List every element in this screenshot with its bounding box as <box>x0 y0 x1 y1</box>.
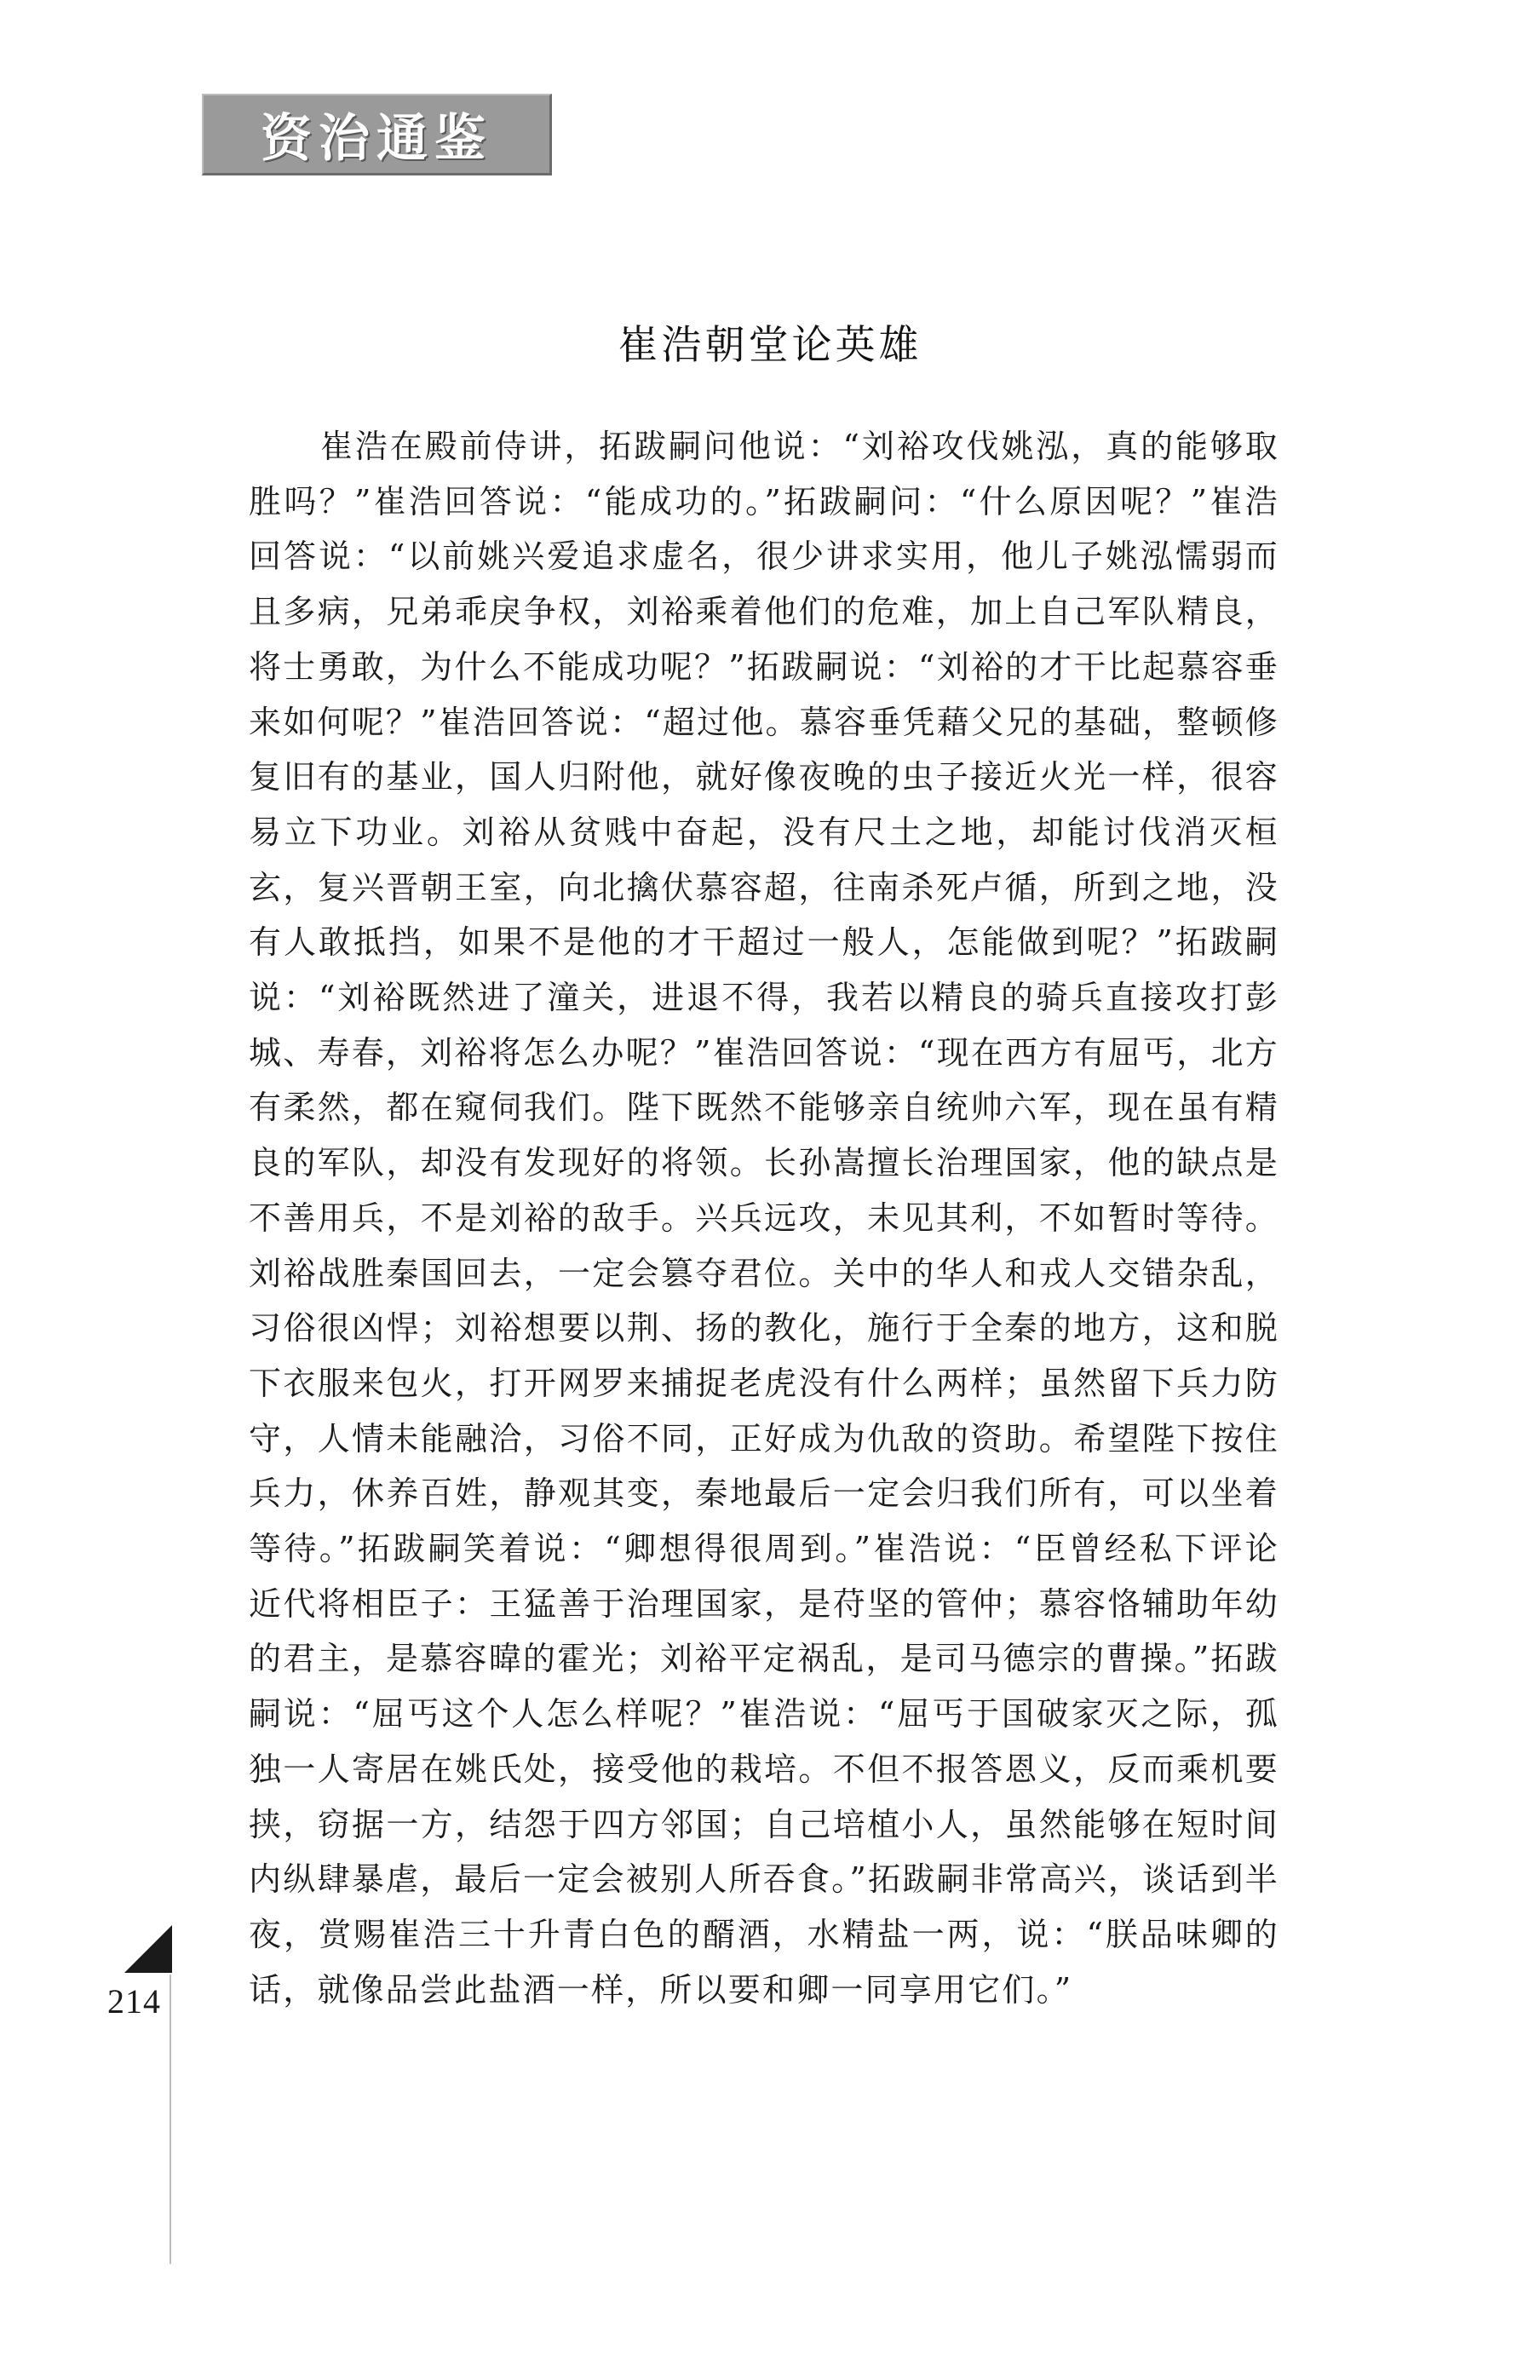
page-corner-triangle-icon <box>124 1925 172 1973</box>
book-title: 资治通鉴 <box>261 108 492 169</box>
article-title: 崔浩朝堂论英雄 <box>618 322 922 369</box>
margin-rule <box>170 1975 171 2264</box>
book-title-badge <box>202 94 552 175</box>
page-number: 214 <box>107 1982 161 2021</box>
article-body: 崔浩在殿前侍讲，拓跋嗣问他说：“刘裕攻伐姚泓，真的能够取胜吗？”崔浩回答说：“能成功的。”拓跋嗣问：“什么原因呢？”崔浩回答说：“以前姚兴爱追求虚名，很少讲求实用，他儿子姚泓懦弱而且多病，兄弟乖戾争权，刘裕乘着他们的危难，加上自己军队精良，将士勇敢，为什么不能成功呢？”拓跋嗣说：“刘裕的才干比起慕容垂来如何呢？”崔浩回答说：“超过他。慕容垂凭藉父兄的基础，整顿修复旧有的基业，国人归附他，就好像夜晚的虫子接近火光一样，很容易立下功业。刘裕从贫贱中奋起，没有尺土之地，却能讨伐消灭桓玄，复兴晋朝王室，向北擒伏慕容超，往南杀死卢循，所到之地，没有人敢抵挡，如果不是他的才干超过一般人，怎能做到呢？”拓跋嗣说：“刘裕既然进了潼关，进退不得，我若以精良的骑兵直接攻打彭城、寿春，刘裕将怎么办呢？”崔浩回答说：“现在西方有屈丐，北方有柔然，都在窥伺我们。陛下既然不能够亲自统帅六军，现在虽有精良的军队，却没有发现好的将领。长孙嵩擅长治理国家，他的缺点是不善用兵，不是刘裕的敌手。兴兵远攻，未见其利，不如暂时等待。刘裕战胜秦国回去，一定会篡夺君位。关中的华人和戎人交错杂乱，习俗很凶悍；刘裕想要以荆、扬的教化，施行于全秦的地方，这和脱下衣服来包火，打开网罗来捕捉老虎没有什么两样；虽然留下兵力防守，人情未能融洽，习俗不同，正好成为仇敌的资助。希望陛下按住兵力，休养百姓，静观其变，秦地最后一定会归我们所有，可以坐着等待。”拓跋嗣笑着说：“卿想得很周到。”崔浩说：“臣曾经私下评论近代将相臣子：王猛善于治理国家，是苻坚的管仲；慕容恪辅助年幼的君主，是慕容暐的霍光；刘裕平定祸乱，是司马德宗的曹操。”拓跋嗣说：“屈丐这个人怎么样呢？”崔浩说：“屈丐于国破家灭之际，孤独一人寄居在姚氏处，接受他的栽培。不但不报答恩义，反而乘机要挟，窃据一方，结怨于四方邻国；自己培植小人，虽然能够在短时间内纵肆暴虐，最后一定会被别人所吞食。”拓跋嗣非常高兴，谈话到半夜，赏赐崔浩三十升青白色的醑酒，水精盐一两，说：“朕品味卿的话，就像品尝此盐酒一样，所以要和卿一同享用它们。” <box>249 428 1279 2009</box>
